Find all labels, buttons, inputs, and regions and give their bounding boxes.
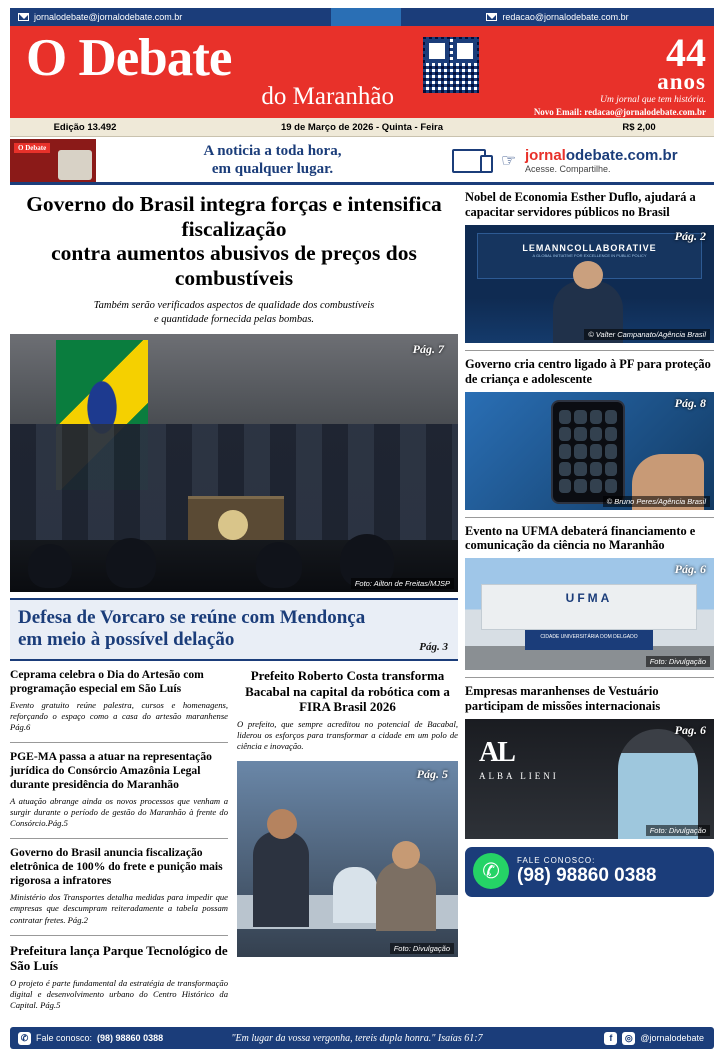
lead-subheadline	[10, 299, 458, 327]
divider	[465, 517, 714, 518]
article-body: A atuação abrange ainda os novos processos que venham a surgir durante o período de gestão do Maranhão à frente do Consórcio.Pág.5	[10, 795, 228, 829]
list-item[interactable]	[237, 668, 458, 752]
divider	[465, 350, 714, 351]
article-body: O prefeito, que sempre acreditou no potencial de Bacabal, liderou os esforços para transformar a cidade em um polo de ciência e inovação.	[237, 718, 458, 752]
masthead-title-block	[10, 26, 414, 118]
smartphone-icon	[551, 400, 625, 504]
right-article-page-tag: Pág. 5	[416, 767, 448, 782]
article-body: Ministério dos Transportes detalha medidas para impedir que empresas que descumpram reiteradamente a tabela possam contratar fretes. Pág.2	[10, 892, 228, 925]
promo-bar	[10, 139, 714, 185]
divider	[10, 838, 228, 839]
facebook-icon[interactable]: f	[604, 1032, 617, 1045]
footer-quote: "Em lugar da vossa vergonha, tereis dupla honra." Isaías 61:7	[231, 1032, 483, 1044]
phone-icon: ✆	[18, 1032, 31, 1045]
top-email-right-text: redacao@jornalodebate.com.br	[502, 12, 629, 22]
sidebar-item-ufma[interactable]	[465, 524, 714, 671]
masthead-tagline: Um jornal que tem história.	[600, 94, 706, 105]
promo-slogan-line2: em qualquer lugar.	[211, 160, 334, 177]
banner-page-tag: Pág. 3	[419, 640, 448, 653]
devices-icon	[439, 139, 499, 182]
bottom-right-column	[237, 668, 458, 1021]
promo-slogan	[96, 139, 439, 182]
sidebar-headline: Governo cria centro ligado à PF para proteção de criança e adolescente	[465, 356, 711, 386]
sidebar-column	[465, 190, 714, 1020]
footer-bar	[10, 1027, 714, 1049]
top-email-left[interactable]	[10, 8, 331, 26]
sidebar-photo-credit: Foto: Divulgação	[646, 656, 710, 667]
phone-illustration	[58, 150, 92, 180]
robotics-photo	[237, 761, 458, 957]
top-contact-bar	[10, 8, 714, 26]
article-body: O projeto é parte fundamental da estratégia de transformação digital e desenvolvimento urbano do Centro Histórico da Capital. Pág.5	[10, 977, 228, 1011]
promo-site-part1: jornal	[525, 147, 566, 164]
promo-logo	[10, 139, 96, 182]
sidebar-photo-credit: © Valter Campanato/Agência Brasil	[584, 329, 710, 340]
article-title: Prefeitura lança Parque Tecnológico de São Luís	[10, 942, 228, 974]
article-title: Ceprama celebra o Dia do Artesão com programação especial em São Luís	[10, 667, 204, 695]
secondary-banner[interactable]	[10, 598, 458, 661]
lead-photo-credit: Foto: Ailton de Freitas/MJSP	[351, 578, 454, 589]
lead-photo	[10, 334, 458, 592]
brand-logo	[479, 737, 559, 781]
sidebar-headline: Evento na UFMA debaterá financiamento e comunicação da ciência no Maranhão	[465, 523, 696, 553]
lead-headline-line2: contra aumentos abusivos de preços dos combustíveis	[51, 241, 417, 291]
screen-subtitle: A GLOBAL INITIATIVE FOR EXCELLENCE IN PUBLIC POLICY	[532, 252, 647, 258]
divider	[465, 677, 714, 678]
bottom-left-column	[10, 668, 228, 1021]
sidebar-photo	[465, 558, 714, 670]
instagram-icon[interactable]: ◎	[622, 1032, 635, 1045]
top-email-left-text: jornalodebate@jornalodebate.com.br	[34, 12, 183, 22]
article-title: PGE-MA passa a atuar na representação jurídica do Consórcio Amazônia Legal durante presidência do Maranhão	[10, 750, 212, 792]
promo-site-part2: odebate.com.br	[565, 147, 678, 164]
promo-website[interactable]	[499, 139, 714, 182]
model-figure	[618, 729, 698, 839]
article-title: Governo do Brasil anuncia fiscalização eletrônica de 100% do frete e punição mais rigorosa a infratores	[10, 846, 223, 888]
sidebar-headline: Empresas maranhenses de Vestuário participam de missões internacionais	[465, 684, 661, 714]
masthead-new-email: Novo Email: redacao@jornalodebate.com.br	[533, 106, 706, 117]
envelope-icon	[486, 13, 497, 21]
sidebar-page-tag: Pág. 2	[674, 228, 706, 243]
ufma-building	[481, 584, 697, 630]
whatsapp-number: (98) 98860 0388	[517, 864, 657, 886]
sidebar-page-tag: Pag. 6	[674, 723, 706, 737]
footer-contact-number: (98) 98860 0388	[97, 1033, 164, 1044]
list-item[interactable]	[10, 943, 228, 1012]
lead-sub-line2: e quantidade fornecida pelas bombas.	[153, 314, 315, 326]
sidebar-page-tag: Pág. 8	[674, 395, 706, 410]
edition-price: R$ 2,00	[622, 121, 656, 133]
banner-headline	[18, 607, 450, 651]
lead-headline-line1: Governo do Brasil integra forças e intensifica fiscalização	[26, 192, 442, 241]
envelope-icon	[18, 13, 29, 21]
banner-line1: Defesa de Vorcaro se reúne com Mendonça	[18, 607, 366, 629]
divider	[10, 742, 228, 743]
campus-sign: CIDADE UNIVERSITÁRIA DOM DELGADO	[525, 630, 653, 650]
anniversary-number: 44	[666, 30, 706, 75]
list-item[interactable]	[10, 846, 228, 925]
screen-title: LEMANNCOLLABORATIVE	[522, 242, 657, 253]
edition-bar	[10, 118, 714, 137]
brand-initials: AL	[479, 737, 514, 768]
promo-logo-label: O Debate	[14, 143, 50, 153]
brand-name: ALBA LIENI	[479, 771, 559, 781]
top-bar-divider	[331, 8, 401, 26]
masthead-right-block	[414, 26, 714, 118]
sidebar-photo	[465, 225, 714, 343]
footer-social-handle: @jornalodebate	[640, 1033, 704, 1044]
main-column	[10, 190, 458, 1020]
article-body: Evento gratuito reúne palestra, cursos e homenagens, reforçando o espaço como a casa do artesão maranhense Pág.6	[10, 699, 228, 733]
sidebar-headline: Nobel de Economia Esther Duflo, ajudará a capacitar servidores públicos no Brasil	[465, 190, 696, 219]
list-item[interactable]	[10, 750, 228, 829]
anniversary-block	[482, 30, 714, 117]
masthead	[10, 26, 714, 118]
whatsapp-icon: ✆	[473, 853, 509, 889]
sidebar-item-duflo[interactable]	[465, 190, 714, 343]
footer-contact-label: Fale conosco:	[36, 1033, 93, 1044]
lead-headline	[10, 192, 458, 291]
article-title: Prefeito Roberto Costa transforma Bacabal na capital da robótica com a FIRA Brasil 2026	[245, 667, 450, 715]
footer-contact[interactable]	[10, 1032, 210, 1045]
right-article-photo-credit: Foto: Divulgação	[390, 943, 454, 954]
edition-date: 19 de Março de 2026 - Quinta - Feira	[280, 121, 444, 133]
whatsapp-contact-box[interactable]	[465, 847, 714, 897]
promo-slogan-line1: A noticia a toda hora,	[203, 143, 342, 160]
pointing-hand-icon: ☞	[501, 151, 517, 170]
lead-page-tag: Pág. 7	[412, 342, 444, 357]
divider	[10, 935, 228, 936]
banner-line2: em meio à possível delação	[18, 629, 235, 651]
top-email-right[interactable]	[401, 8, 714, 26]
sidebar-photo-credit: Foto: Divulgação	[646, 825, 710, 836]
lead-sub-line1: Também serão verificados aspectos de qualidade dos combustíveis	[93, 299, 375, 311]
promo-site-name	[525, 147, 714, 164]
footer-social[interactable]	[504, 1032, 714, 1045]
bottom-columns	[10, 668, 458, 1021]
promo-site-sub: Acesse. Compartilhe.	[525, 164, 611, 174]
main-content-grid	[10, 190, 714, 1020]
sidebar-page-tag: Pág. 6	[674, 562, 706, 577]
edition-number: Edição 13.492	[53, 121, 117, 133]
page-title: O Debate	[26, 29, 232, 87]
sidebar-photo-credit: © Bruno Peres/Agência Brasil	[603, 496, 710, 507]
sidebar-photo	[465, 719, 714, 839]
masthead-subtitle: do Maranhão	[261, 83, 394, 110]
sidebar-item-vestuario[interactable]	[465, 684, 714, 839]
qr-code[interactable]	[420, 34, 482, 96]
whatsapp-label: FALE CONOSCO:	[517, 855, 596, 865]
anniversary-word: anos	[657, 69, 706, 94]
sidebar-photo	[465, 392, 714, 510]
sidebar-item-pf[interactable]	[465, 357, 714, 510]
list-item[interactable]	[10, 668, 228, 733]
